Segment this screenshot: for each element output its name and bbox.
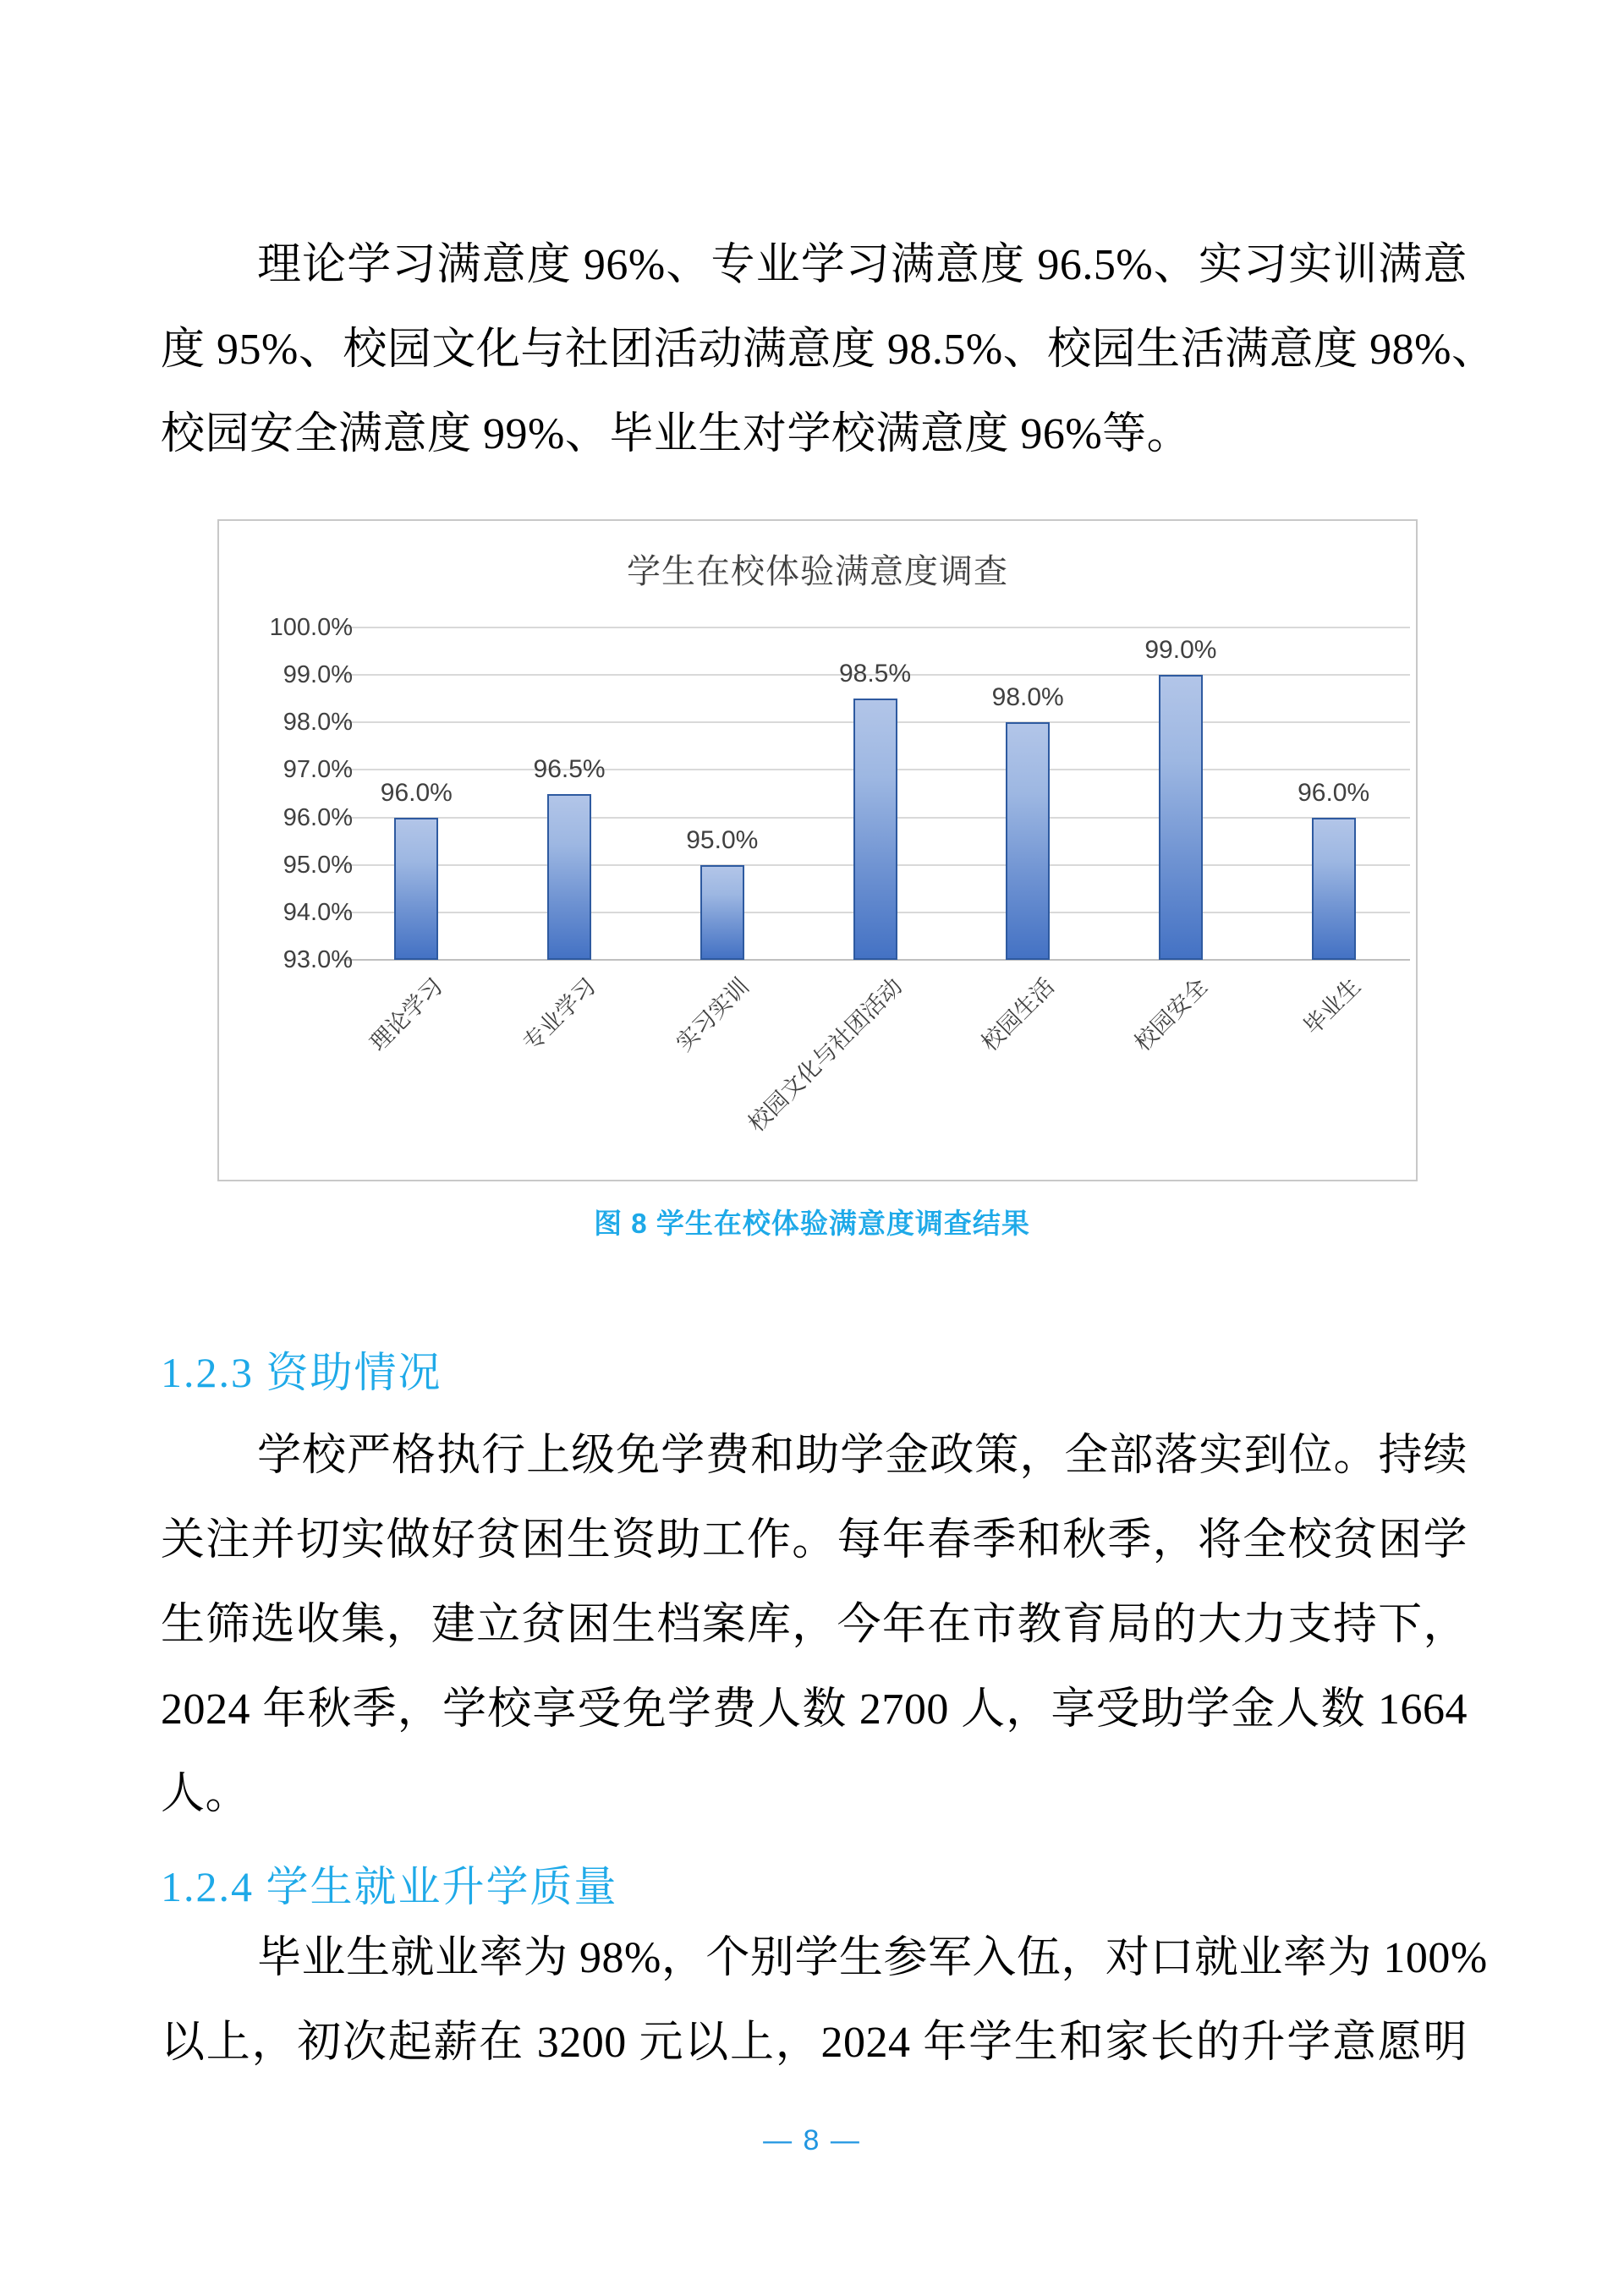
chart-bar	[394, 818, 438, 960]
paragraph-satisfaction-summary	[161, 223, 1496, 477]
chart-bar	[1006, 722, 1050, 960]
paragraph-line: 人。	[161, 1770, 250, 1818]
bar-value-label: 96.0%	[1298, 778, 1370, 807]
paragraph-line: 理论学习满意度 96%、专业学习满意度 96.5%、实习实训满意	[257, 241, 1468, 289]
y-axis-tick-label: 99.0%	[283, 661, 353, 689]
y-axis-tick-label: 98.0%	[283, 709, 353, 737]
section-heading-123: 1.2.3 资助情况	[161, 1349, 442, 1396]
paragraph-line: 毕业生就业率为 98%，个别学生参军入伍，对口就业率为 100%	[257, 1934, 1488, 1982]
chart-bar	[853, 699, 897, 960]
y-axis-tick-label: 97.0%	[283, 756, 353, 784]
chart-bar	[547, 794, 591, 961]
y-axis-tick-label: 96.0%	[283, 803, 353, 831]
paragraph-line: 2024 年秋季，学校享受免学费人数 2700 人，享受助学金人数 1664	[161, 1685, 1468, 1734]
x-axis-category-label: 专业学习	[518, 973, 601, 1056]
chart-bar	[700, 865, 744, 960]
paragraph-funding	[161, 1414, 1468, 1837]
bar-value-label: 96.0%	[380, 778, 453, 807]
y-axis-tick-label: 93.0%	[283, 946, 353, 973]
x-axis-category-label: 毕业生	[1298, 973, 1365, 1040]
section-heading-124: 1.2.4 学生就业升学质量	[161, 1863, 618, 1910]
y-axis-tick-label: 94.0%	[283, 898, 353, 926]
bar-value-label: 98.0%	[991, 683, 1064, 712]
bar-value-label: 99.0%	[1144, 636, 1217, 665]
chart-title: 学生在校体验满意度调查	[627, 553, 1008, 590]
paragraph-employment	[161, 1916, 1488, 2085]
chart-bar	[1312, 818, 1356, 960]
page-number: — 8 —	[763, 2124, 861, 2156]
paragraph-line: 以上，初次起薪在 3200 元以上，2024 年学生和家长的升学意愿明	[161, 2019, 1468, 2067]
y-axis-tick-label: 95.0%	[283, 851, 353, 879]
paragraph-line: 学校严格执行上级免学费和助学金政策，全部落实到位。持续	[257, 1432, 1468, 1480]
bar-value-label: 95.0%	[686, 825, 759, 854]
x-axis-category-label: 校园生活	[976, 973, 1060, 1056]
x-axis-category-label: 校园安全	[1129, 973, 1213, 1056]
bar-value-label: 96.5%	[533, 754, 606, 783]
y-axis-tick-label: 100.0%	[269, 614, 353, 641]
paragraph-line: 关注并切实做好贫困生资助工作。每年春季和秋季，将全校贫困学	[161, 1516, 1468, 1564]
figure-caption: 图 8 学生在校体验满意度调查结果	[594, 1208, 1030, 1239]
paragraph-line: 校园安全满意度 99%、毕业生对学校满意度 96%等。	[161, 410, 1192, 458]
paragraph-line: 生筛选收集，建立贫困生档案库，今年在市教育局的大力支持下，	[161, 1601, 1468, 1649]
x-axis-category-label: 理论学习	[365, 973, 448, 1056]
chart-gridline	[340, 627, 1410, 628]
satisfaction-bar-chart	[217, 519, 1418, 1181]
x-axis-category-label: 校园文化与社团活动	[743, 973, 907, 1137]
bar-value-label: 98.5%	[838, 660, 912, 688]
chart-bar	[1159, 675, 1203, 960]
paragraph-line: 度 95%、校园文化与社团活动满意度 98.5%、校园生活满意度 98%、	[161, 326, 1496, 374]
x-axis-category-label: 实习实训	[671, 973, 754, 1056]
